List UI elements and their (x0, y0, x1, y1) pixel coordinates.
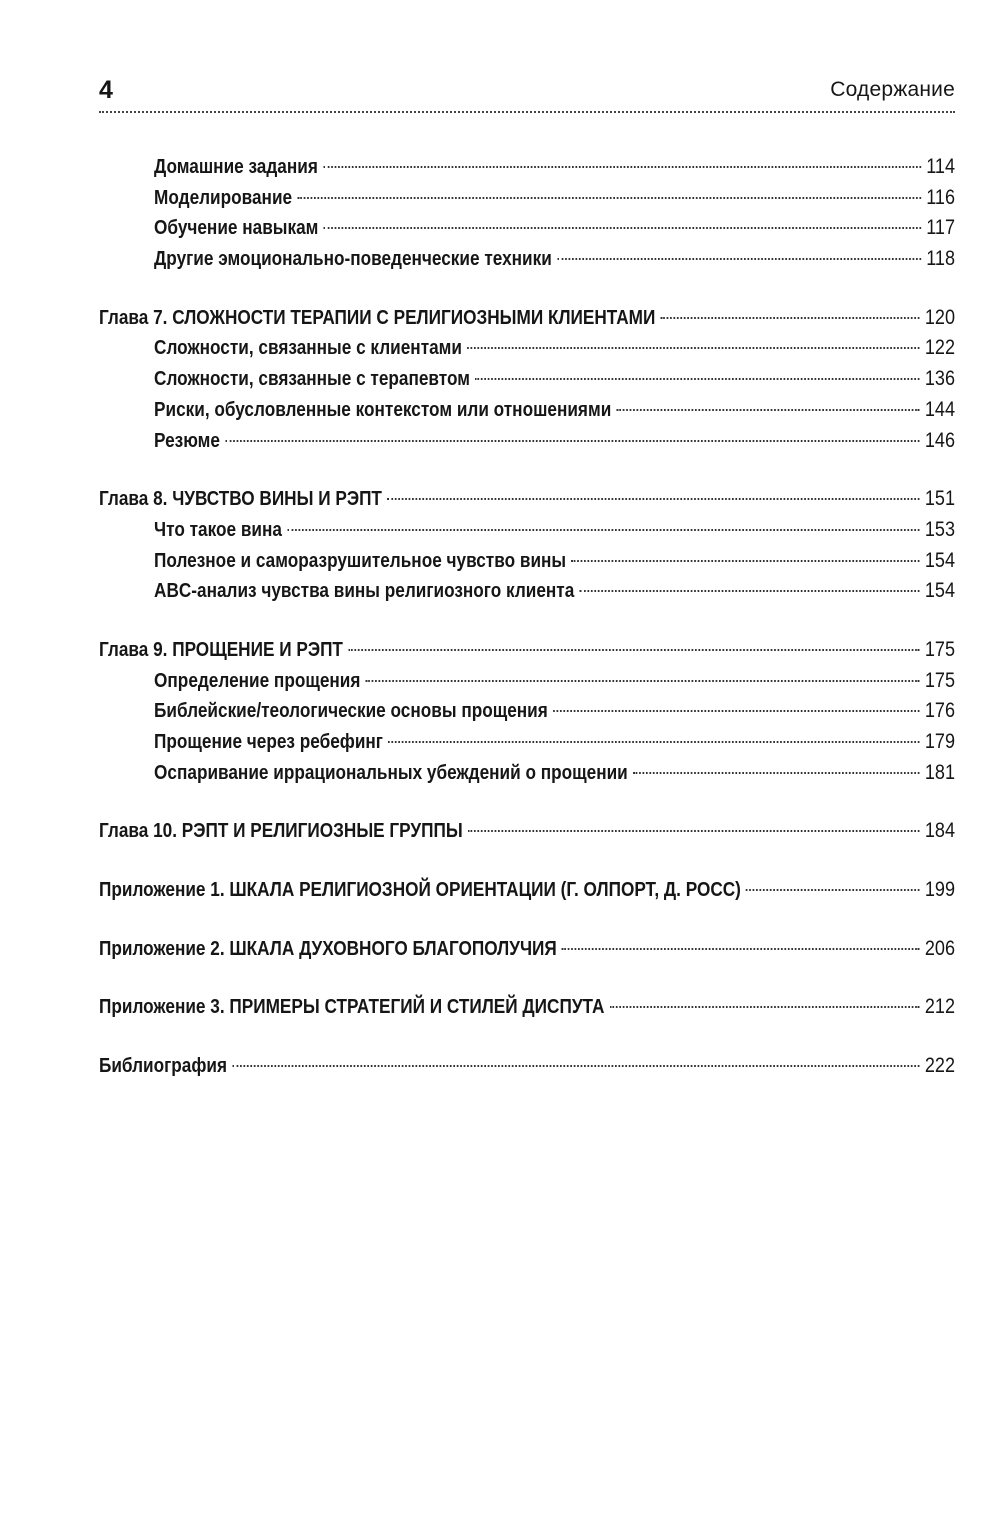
toc-entry[interactable] (99, 696, 955, 727)
toc-entry[interactable] (99, 576, 955, 607)
page-reference: 154 (924, 579, 955, 603)
toc-entry-title: Оспаривание иррациональных убеждений о прощении (154, 761, 628, 784)
toc-heading-title: Глава 10. РЭПТ И РЕЛИГИОЗНЫЕ ГРУППЫ (99, 820, 463, 843)
toc-entry-title: Сложности, связанные с клиентами (154, 337, 462, 360)
toc-section (99, 484, 955, 607)
dot-leader (348, 649, 920, 651)
running-title: Содержание (830, 78, 955, 101)
page-reference: 222 (924, 1054, 955, 1078)
toc-heading[interactable] (99, 635, 955, 666)
toc-entry-title: Другие эмоционально-поведенческие техники (154, 248, 552, 271)
page-reference: 184 (924, 819, 955, 843)
toc-entry-title: Риски, обусловленные контекстом или отношениями (154, 398, 612, 421)
toc-entry[interactable] (99, 364, 955, 395)
toc-heading-title: Приложение 3. ПРИМЕРЫ СТРАТЕГИЙ И СТИЛЕЙ ДИСПУТА (99, 996, 605, 1019)
toc-heading-title: Глава 9. ПРОЩЕНИЕ И РЭПТ (99, 638, 343, 661)
toc-section (99, 816, 955, 847)
page-reference: 144 (924, 397, 955, 421)
page-reference: 114 (926, 155, 955, 178)
page-reference: 122 (924, 336, 955, 360)
page-reference: 175 (924, 668, 955, 692)
dot-leader (746, 889, 920, 891)
toc-heading[interactable] (99, 484, 955, 515)
toc-entry-title: Домашние задания (154, 156, 318, 178)
page-reference: 136 (924, 367, 955, 391)
toc-entry[interactable] (99, 244, 955, 275)
toc-heading-title: Библиография (99, 1055, 228, 1078)
page-reference: 206 (924, 936, 955, 960)
dot-leader (323, 166, 921, 168)
dot-leader (660, 317, 919, 319)
page-reference: 199 (924, 878, 955, 902)
dot-leader (562, 948, 920, 950)
toc-heading-title: Глава 8. ЧУВСТВО ВИНЫ И РЭПТ (99, 488, 382, 511)
toc-heading-title: Приложение 1. ШКАЛА РЕЛИГИОЗНОЙ ОРИЕНТАЦИИ (Г. ОЛПОРТ, Д. РОСС) (99, 879, 741, 902)
toc-entry-title: Прощение через ребефинг (154, 731, 383, 753)
toc-section (99, 635, 955, 788)
dot-leader (616, 409, 919, 411)
toc-entry-title: Библейские/теологические основы прощения (154, 700, 548, 723)
toc-entry[interactable] (99, 515, 955, 546)
dot-leader (366, 680, 920, 682)
toc-section (99, 303, 955, 456)
toc-heading-title: Глава 7. СЛОЖНОСТИ ТЕРАПИИ С РЕЛИГИОЗНЫМИ КЛИЕНТАМИ (99, 306, 656, 329)
page-reference: 117 (926, 216, 955, 240)
toc-section (99, 152, 955, 275)
toc-entry[interactable] (99, 666, 955, 697)
page-reference: 153 (924, 517, 955, 541)
dot-leader (633, 772, 920, 774)
toc-entry[interactable] (99, 333, 955, 364)
toc-entry-title: Определение прощения (154, 669, 361, 692)
toc-entry-title: ABC-анализ чувства вины религиозного клиента (154, 580, 575, 603)
toc-entry[interactable] (99, 727, 955, 758)
dot-leader (297, 197, 921, 199)
dot-leader (232, 1065, 919, 1067)
dot-leader (467, 347, 920, 349)
toc-section (99, 875, 955, 906)
toc-entry[interactable] (99, 183, 955, 214)
toc-entry[interactable] (99, 395, 955, 426)
dot-leader (468, 830, 920, 832)
page-reference: 116 (926, 185, 955, 209)
dot-leader (557, 258, 921, 260)
dot-leader (579, 590, 919, 592)
toc-heading[interactable] (99, 816, 955, 847)
dot-leader (387, 498, 920, 500)
header-dotted-rule (99, 111, 955, 113)
toc-heading-title: Приложение 2. ШКАЛА ДУХОВНОГО БЛАГОПОЛУЧИЯ (99, 937, 557, 960)
toc-heading[interactable] (99, 934, 955, 965)
toc-entry[interactable] (99, 213, 955, 244)
dot-leader (610, 1006, 920, 1008)
toc-entry-title: Обучение навыкам (154, 217, 319, 240)
page-reference: 175 (924, 637, 955, 661)
toc-entry[interactable] (99, 546, 955, 577)
toc-entry-title: Что такое вина (154, 518, 282, 541)
toc-entry[interactable] (99, 426, 955, 457)
toc-entry-title: Сложности, связанные с терапевтом (154, 368, 470, 391)
page-reference: 179 (924, 730, 955, 753)
toc-heading[interactable] (99, 303, 955, 334)
page-reference: 146 (924, 428, 955, 452)
page-number: 4 (99, 76, 113, 104)
dot-leader (388, 741, 920, 743)
dot-leader (225, 440, 920, 442)
toc-entry-title: Резюме (154, 429, 220, 452)
page-reference: 181 (924, 760, 955, 784)
toc-entry-title: Полезное и саморазрушительное чувство вины (154, 549, 567, 572)
page-reference: 176 (924, 699, 955, 723)
toc-section (99, 992, 955, 1023)
dot-leader (571, 560, 919, 562)
dot-leader (287, 529, 920, 531)
page-reference: 212 (924, 995, 955, 1019)
dot-leader (324, 227, 922, 229)
toc-section (99, 934, 955, 965)
toc-entry-title: Моделирование (154, 186, 293, 209)
toc-heading[interactable] (99, 875, 955, 906)
page-header (99, 72, 955, 104)
page-reference: 120 (924, 305, 955, 329)
page-reference: 118 (926, 247, 955, 271)
page-reference: 154 (924, 548, 955, 572)
toc-entry[interactable] (99, 152, 955, 183)
dot-leader (475, 378, 920, 380)
dot-leader (553, 710, 920, 712)
table-of-contents (99, 152, 955, 1110)
page-reference: 151 (924, 487, 955, 511)
toc-heading[interactable] (99, 992, 955, 1023)
toc-entry[interactable] (99, 758, 955, 789)
toc-section (99, 1051, 955, 1082)
toc-heading[interactable] (99, 1051, 955, 1082)
